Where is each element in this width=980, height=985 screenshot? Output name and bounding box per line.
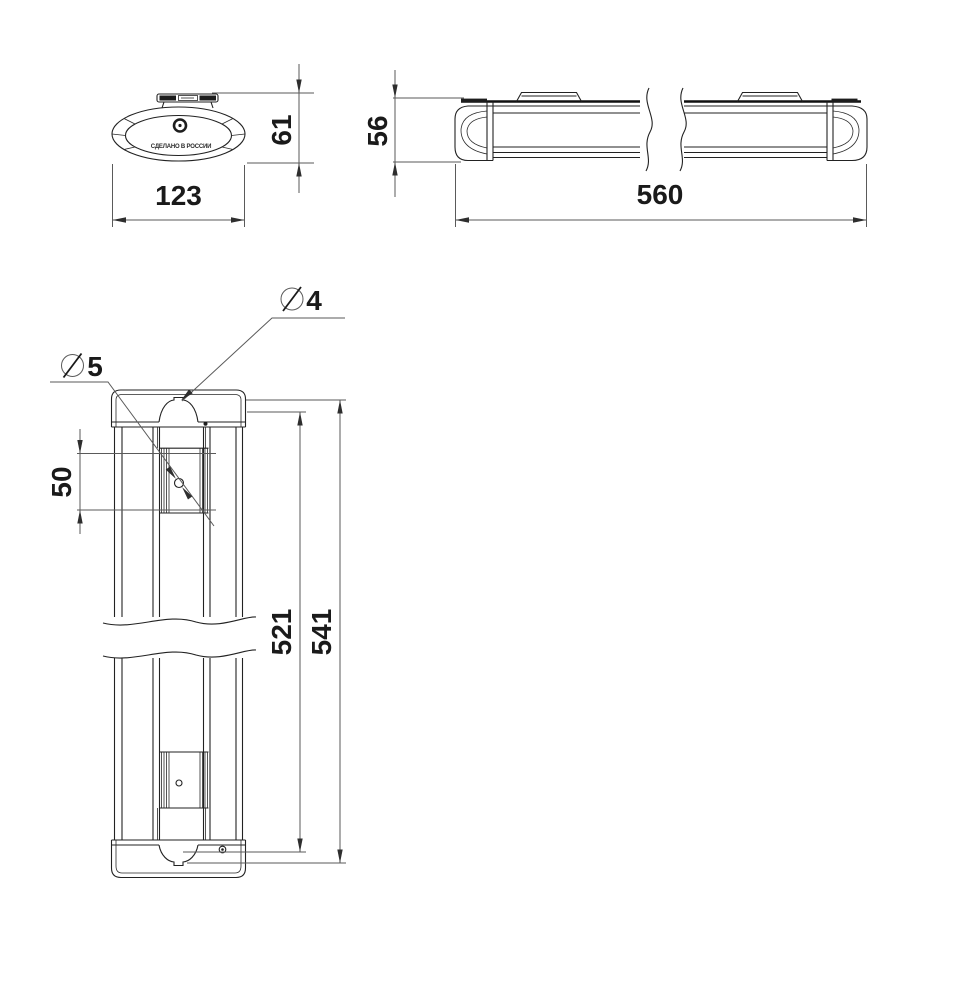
side-end-cap-left (455, 102, 493, 161)
side-clip-right (738, 93, 803, 102)
keyhole-notch-bottom (159, 845, 198, 866)
end-view (112, 64, 314, 227)
made-in-russia-label: СДЕЛАНО В РОССИИ (150, 144, 212, 150)
dim-label-541: 541 (305, 608, 337, 656)
side-break-lines (646, 88, 686, 171)
dim-side-length (456, 164, 867, 227)
dia5-value: 5 (87, 350, 103, 382)
keyhole-notch-top (159, 398, 198, 423)
front-end-cap-top (112, 390, 246, 427)
plate-end-tab-right (832, 99, 858, 102)
callout-dia5 (50, 351, 214, 526)
dia4-value: 4 (306, 284, 322, 316)
dim-end-width (113, 164, 245, 227)
side-body-lines (493, 106, 827, 158)
end-view-mounting-clip (157, 94, 218, 108)
dim-front-length-inner (183, 412, 306, 852)
dim-end-height (212, 64, 314, 193)
front-body-lines (115, 427, 243, 840)
side-clip-left (517, 93, 582, 102)
dim-label-521: 521 (265, 608, 297, 656)
mount-hole-bottom (176, 780, 182, 786)
front-view (46, 285, 346, 878)
front-bracket-top (158, 427, 209, 513)
diameter-symbol (281, 287, 303, 311)
dim-side-height (362, 70, 464, 197)
dim-front-hole-pitch (46, 429, 216, 534)
front-bracket-bottom (158, 752, 209, 840)
plate-end-tab-left (461, 99, 487, 102)
dim-label-50: 50 (45, 466, 77, 498)
dim-label-61: 61 (265, 114, 297, 146)
front-end-cap-bottom (112, 840, 246, 878)
front-break-lines (103, 617, 256, 658)
side-view (362, 70, 867, 227)
dim-label-56: 56 (361, 115, 393, 147)
cap-screw-top (204, 422, 208, 426)
diameter-symbol (62, 354, 84, 378)
dim-label-123: 123 (155, 180, 202, 211)
callout-dia4 (179, 285, 345, 403)
side-end-cap-right (827, 102, 867, 161)
end-view-screw (174, 120, 186, 132)
dim-label-560: 560 (636, 179, 684, 210)
